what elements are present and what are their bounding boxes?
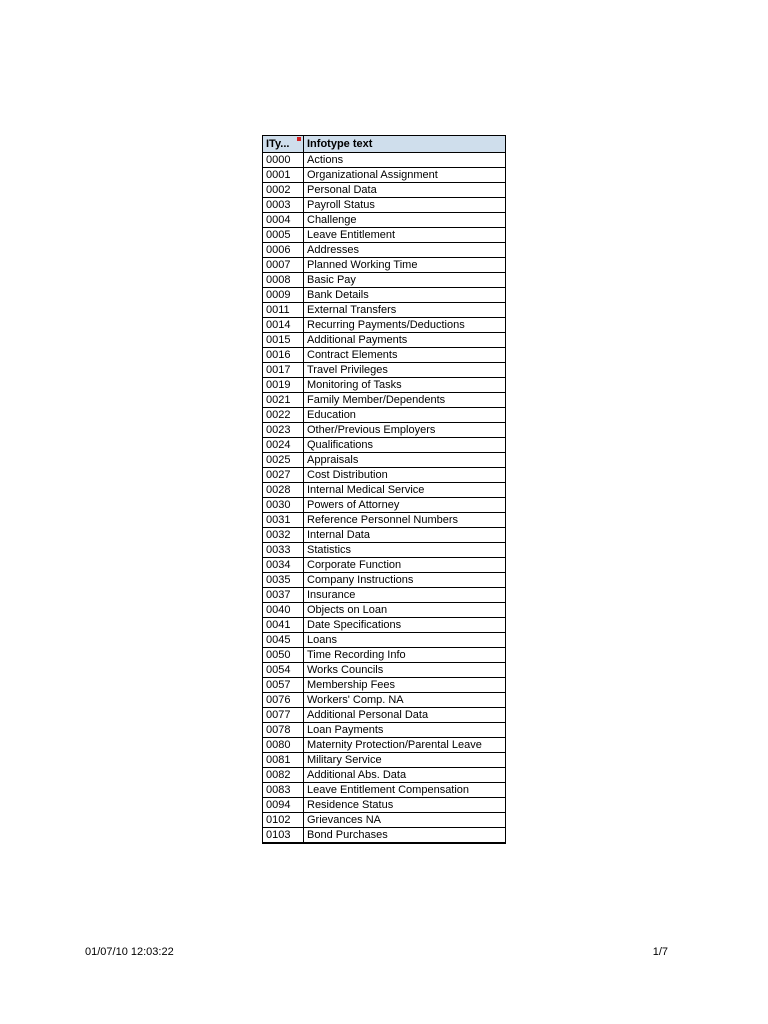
infotype-code-cell[interactable]: 0016: [263, 348, 304, 363]
table-row: [263, 468, 506, 483]
infotype-code-cell[interactable]: 0031: [263, 513, 304, 528]
infotype-text-cell[interactable]: Powers of Attorney: [304, 498, 506, 513]
infotype-code-cell[interactable]: 0078: [263, 723, 304, 738]
infotype-code-cell[interactable]: 0083: [263, 783, 304, 798]
table-row: [263, 363, 506, 378]
column-header-text[interactable]: Infotype text: [304, 136, 506, 153]
table-row: [263, 198, 506, 213]
infotype-code-cell[interactable]: 0035: [263, 573, 304, 588]
table-row: [263, 588, 506, 603]
infotype-text-cell[interactable]: Cost Distribution: [304, 468, 506, 483]
table-row: [263, 753, 506, 768]
infotype-code-cell[interactable]: 0028: [263, 483, 304, 498]
infotype-code-cell[interactable]: 0019: [263, 378, 304, 393]
infotype-code-cell[interactable]: 0033: [263, 543, 304, 558]
infotype-text-cell[interactable]: Internal Medical Service: [304, 483, 506, 498]
infotype-table: [262, 135, 506, 844]
table-row: [263, 708, 506, 723]
infotype-code-cell[interactable]: 0003: [263, 198, 304, 213]
infotype-code-cell[interactable]: 0005: [263, 228, 304, 243]
infotype-text-cell[interactable]: Family Member/Dependents: [304, 393, 506, 408]
infotype-text-cell[interactable]: Military Service: [304, 753, 506, 768]
infotype-text-cell[interactable]: Qualifications: [304, 438, 506, 453]
infotype-code-cell[interactable]: 0054: [263, 663, 304, 678]
table-row: [263, 648, 506, 663]
table-row: [263, 168, 506, 183]
infotype-text-cell[interactable]: Personal Data: [304, 183, 506, 198]
infotype-text-cell[interactable]: Education: [304, 408, 506, 423]
infotype-text-cell[interactable]: Internal Data: [304, 528, 506, 543]
infotype-code-cell[interactable]: 0102: [263, 813, 304, 828]
infotype-text-cell[interactable]: Appraisals: [304, 453, 506, 468]
table-body: [263, 153, 506, 844]
infotype-text-cell[interactable]: Statistics: [304, 543, 506, 558]
table-row: [263, 813, 506, 828]
table-row: [263, 153, 506, 168]
infotype-text-cell[interactable]: Loans: [304, 633, 506, 648]
infotype-code-cell[interactable]: 0076: [263, 693, 304, 708]
table-row: [263, 663, 506, 678]
infotype-text-cell[interactable]: Residence Status: [304, 798, 506, 813]
table-row: [263, 213, 506, 228]
infotype-text-cell[interactable]: Monitoring of Tasks: [304, 378, 506, 393]
infotype-code-cell[interactable]: 0082: [263, 768, 304, 783]
infotype-code-cell[interactable]: 0001: [263, 168, 304, 183]
table-row: [263, 528, 506, 543]
footer-datetime: 01/07/10 12:03:22: [85, 946, 174, 958]
infotype-code-cell[interactable]: 0045: [263, 633, 304, 648]
table-row: [263, 483, 506, 498]
footer-page-number: 1/7: [652, 946, 668, 958]
infotype-code-cell[interactable]: 0050: [263, 648, 304, 663]
table-row: [263, 603, 506, 618]
table-row: [263, 243, 506, 258]
infotype-text-cell[interactable]: Workers' Comp. NA: [304, 693, 506, 708]
table-row: [263, 423, 506, 438]
infotype-text-cell[interactable]: Basic Pay: [304, 273, 506, 288]
table-row: [263, 288, 506, 303]
table-row: [263, 723, 506, 738]
table-row: [263, 378, 506, 393]
infotype-code-cell[interactable]: 0094: [263, 798, 304, 813]
infotype-code-cell[interactable]: 0080: [263, 738, 304, 753]
infotype-text-cell[interactable]: Maternity Protection/Parental Leave: [304, 738, 506, 753]
infotype-code-cell[interactable]: 0014: [263, 318, 304, 333]
infotype-code-cell[interactable]: 0009: [263, 288, 304, 303]
infotype-code-cell[interactable]: 0006: [263, 243, 304, 258]
infotype-code-cell[interactable]: 0103: [263, 828, 304, 844]
infotype-code-cell[interactable]: 0017: [263, 363, 304, 378]
infotype-code-cell[interactable]: 0004: [263, 213, 304, 228]
table-row: [263, 618, 506, 633]
infotype-text-cell[interactable]: Corporate Function: [304, 558, 506, 573]
table-row: [263, 543, 506, 558]
infotype-text-cell[interactable]: Works Councils: [304, 663, 506, 678]
infotype-text-cell[interactable]: Date Specifications: [304, 618, 506, 633]
comment-marker-icon[interactable]: [297, 137, 301, 141]
infotype-code-cell[interactable]: 0057: [263, 678, 304, 693]
table-row: [263, 438, 506, 453]
infotype-code-cell[interactable]: 0027: [263, 468, 304, 483]
table-row: [263, 678, 506, 693]
infotype-text-cell[interactable]: Additional Abs. Data: [304, 768, 506, 783]
infotype-code-cell[interactable]: 0015: [263, 333, 304, 348]
table-row: [263, 693, 506, 708]
table-row: [263, 828, 506, 844]
infotype-text-cell[interactable]: Bank Details: [304, 288, 506, 303]
table-row: [263, 273, 506, 288]
infotype-text-cell[interactable]: Grievances NA: [304, 813, 506, 828]
table-row: [263, 393, 506, 408]
column-header-code[interactable]: [263, 136, 304, 153]
infotype-text-cell[interactable]: Reference Personnel Numbers: [304, 513, 506, 528]
infotype-text-cell[interactable]: Company Instructions: [304, 573, 506, 588]
infotype-code-cell[interactable]: 0024: [263, 438, 304, 453]
table-row: [263, 573, 506, 588]
infotype-code-cell[interactable]: 0011: [263, 303, 304, 318]
table-row: [263, 183, 506, 198]
infotype-code-cell[interactable]: 0022: [263, 408, 304, 423]
infotype-text-cell[interactable]: Recurring Payments/Deductions: [304, 318, 506, 333]
infotype-text-cell[interactable]: External Transfers: [304, 303, 506, 318]
table-row: [263, 453, 506, 468]
table-row: [263, 228, 506, 243]
table-row: [263, 318, 506, 333]
infotype-text-cell[interactable]: Insurance: [304, 588, 506, 603]
table-row: [263, 498, 506, 513]
table-row: [263, 633, 506, 648]
infotype-text-cell[interactable]: Payroll Status: [304, 198, 506, 213]
infotype-code-cell[interactable]: 0007: [263, 258, 304, 273]
infotype-code-cell[interactable]: 0008: [263, 273, 304, 288]
infotype-code-cell[interactable]: 0034: [263, 558, 304, 573]
infotype-code-cell[interactable]: 0025: [263, 453, 304, 468]
infotype-code-cell[interactable]: 0021: [263, 393, 304, 408]
infotype-text-cell[interactable]: Leave Entitlement Compensation: [304, 783, 506, 798]
infotype-text-cell[interactable]: Travel Privileges: [304, 363, 506, 378]
infotype-text-cell[interactable]: Organizational Assignment: [304, 168, 506, 183]
infotype-text-cell[interactable]: Challenge: [304, 213, 506, 228]
infotype-code-cell[interactable]: 0032: [263, 528, 304, 543]
table-row: [263, 303, 506, 318]
table-header-row: [263, 136, 506, 153]
table-row: [263, 768, 506, 783]
infotype-text-cell[interactable]: Contract Elements: [304, 348, 506, 363]
table-row: [263, 513, 506, 528]
infotype-text-cell[interactable]: Additional Personal Data: [304, 708, 506, 723]
infotype-text-cell[interactable]: Time Recording Info: [304, 648, 506, 663]
infotype-text-cell[interactable]: Leave Entitlement: [304, 228, 506, 243]
infotype-text-cell[interactable]: Addresses: [304, 243, 506, 258]
infotype-text-cell[interactable]: Other/Previous Employers: [304, 423, 506, 438]
column-header-code-label: ITy...: [266, 137, 290, 150]
infotype-code-cell[interactable]: 0041: [263, 618, 304, 633]
table-row: [263, 783, 506, 798]
table-row: [263, 558, 506, 573]
infotype-text-cell[interactable]: Planned Working Time: [304, 258, 506, 273]
infotype-code-cell[interactable]: 0030: [263, 498, 304, 513]
infotype-code-cell[interactable]: 0040: [263, 603, 304, 618]
table-row: [263, 348, 506, 363]
infotype-text-cell[interactable]: Additional Payments: [304, 333, 506, 348]
table-row: [263, 333, 506, 348]
infotype-code-cell[interactable]: 0023: [263, 423, 304, 438]
table-row: [263, 738, 506, 753]
infotype-text-cell[interactable]: Objects on Loan: [304, 603, 506, 618]
infotype-text-cell[interactable]: Bond Purchases: [304, 828, 506, 844]
infotype-text-cell[interactable]: Loan Payments: [304, 723, 506, 738]
table-row: [263, 408, 506, 423]
infotype-code-cell[interactable]: 0002: [263, 183, 304, 198]
table-row: [263, 258, 506, 273]
infotype-text-cell[interactable]: Membership Fees: [304, 678, 506, 693]
infotype-code-cell[interactable]: 0077: [263, 708, 304, 723]
infotype-code-cell[interactable]: 0037: [263, 588, 304, 603]
infotype-code-cell[interactable]: 0081: [263, 753, 304, 768]
infotype-text-cell[interactable]: Actions: [304, 153, 506, 168]
table-row: [263, 798, 506, 813]
infotype-code-cell[interactable]: 0000: [263, 153, 304, 168]
